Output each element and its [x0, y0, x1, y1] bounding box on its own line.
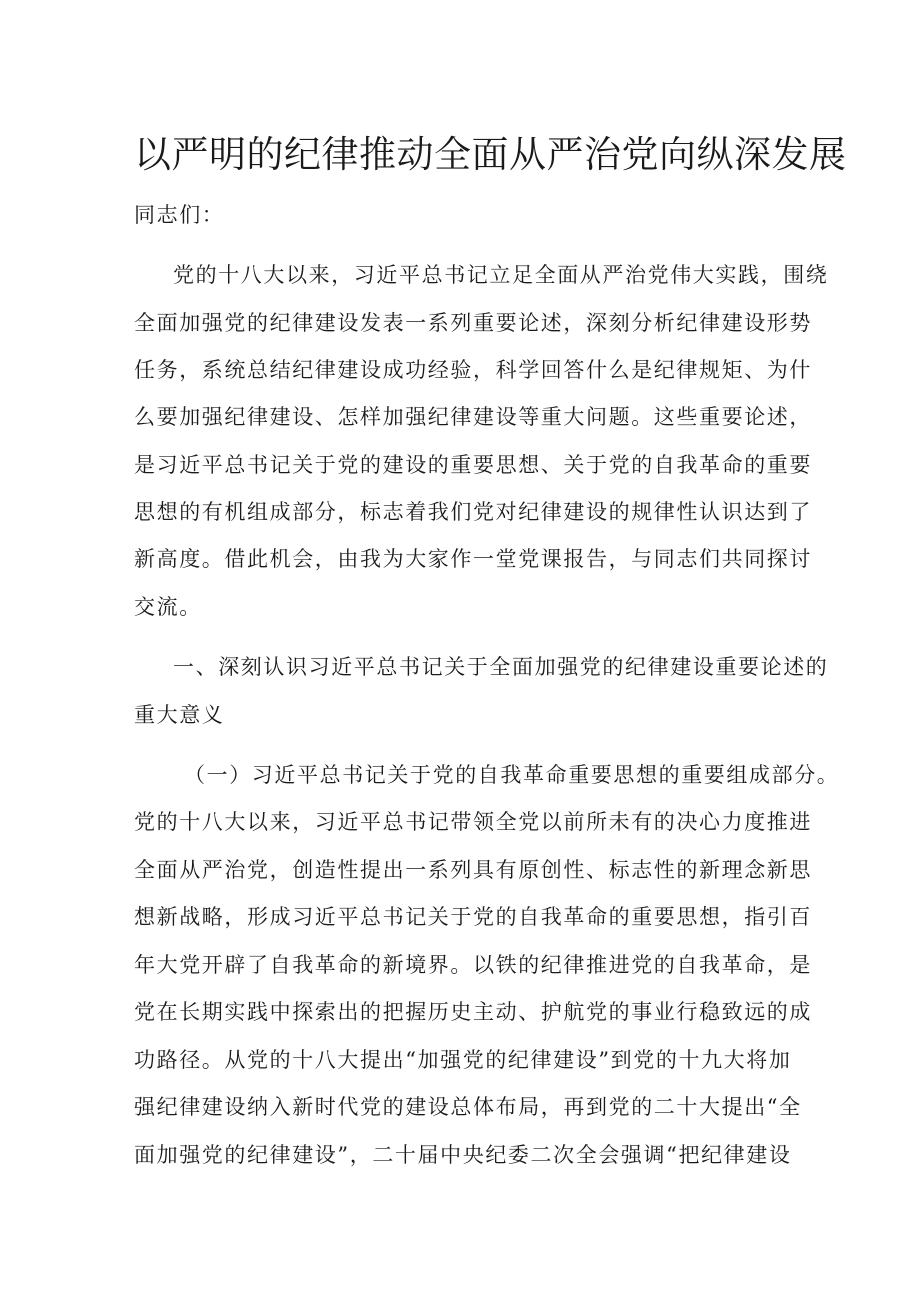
paragraph-line: 思想的有机组成部分，标志着我们党对纪律建设的规律性认识达到了: [134, 500, 812, 524]
section-heading: 一、深刻认识习近平总书记关于全面加强党的纪律建设重要论述的: [173, 655, 829, 679]
paragraph-line: 面加强党的纪律建设”，二十届中央纪委二次全会强调“把纪律建设: [134, 1143, 792, 1167]
paragraph-line: 么要加强纪律建设、怎样加强纪律建设等重大问题。这些重要论述，: [134, 405, 812, 429]
salutation: 同志们：: [134, 203, 225, 227]
subsection-heading: （一）习近平总书记关于党的自我革命重要思想的重要组成部分。: [184, 763, 840, 787]
paragraph-line: 党的十八大以来，习近平总书记带领全党以前所未有的决心力度推进: [134, 810, 812, 834]
paragraph-line: 党的十八大以来，习近平总书记立足全面从严治党伟大实践，围绕: [173, 263, 829, 287]
paragraph-line: 年大党开辟了自我革命的新境界。以铁的纪律推进党的自我革命，是: [134, 953, 812, 977]
paragraph-line: 任务，系统总结纪律建设成功经验，科学回答什么是纪律规矩、为什: [134, 358, 812, 382]
paragraph-line: 功路径。从党的十八大提出“加强党的纪律建设”到党的十九大将加: [134, 1048, 792, 1072]
paragraph-line: 全面从严治党，创造性提出一系列具有原创性、标志性的新理念新思: [134, 858, 812, 882]
section-heading: 重大意义: [134, 703, 225, 727]
document-title: 以严明的纪律推动全面从严治党向纵深发展: [134, 133, 847, 176]
paragraph-line: 交流。: [134, 595, 202, 619]
paragraph-line: 党在长期实践中探索出的把握历史主动、护航党的事业行稳致远的成: [134, 1000, 812, 1024]
paragraph-line: 强纪律建设纳入新时代党的建设总体布局，再到党的二十大提出“全: [134, 1095, 802, 1119]
paragraph-line: 新高度。借此机会，由我为大家作一堂党课报告，与同志们共同探讨: [134, 547, 812, 571]
paragraph-line: 想新战略，形成习近平总书记关于党的自我革命的重要思想，指引百: [134, 905, 812, 929]
paragraph-line: 全面加强党的纪律建设发表一系列重要论述，深刻分析纪律建设形势: [134, 311, 812, 335]
paragraph-line: 是习近平总书记关于党的建设的重要思想、关于党的自我革命的重要: [134, 453, 812, 477]
